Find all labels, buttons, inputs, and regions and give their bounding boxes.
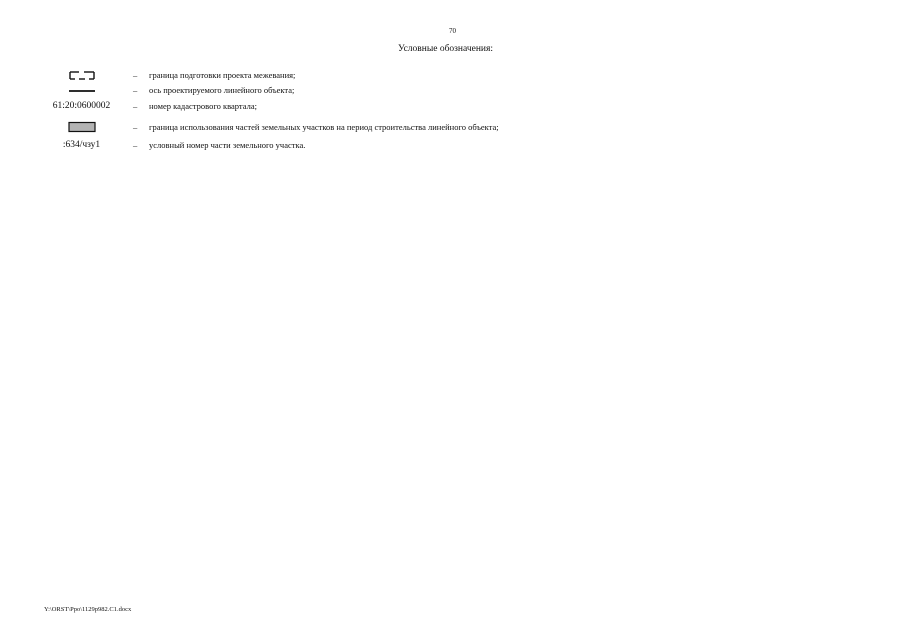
legend-dash: – <box>133 122 138 132</box>
legend-dash: – <box>133 70 138 80</box>
footer-file-path: Y:\ORST\Ppo\1129p982.C1.docx <box>44 606 132 613</box>
legend-description: условный номер части земельного участка. <box>149 140 306 150</box>
legend-item-land-part-number <box>0 138 905 152</box>
legend-description: ось проектируемого линейного объекта; <box>149 85 295 95</box>
cadastral-quarter-number: 61:20:0600002 <box>52 101 111 111</box>
legend-description: номер кадастрового квартала; <box>149 101 257 111</box>
legend-item-land-use-boundary <box>0 120 905 134</box>
legend-item-object-axis <box>0 83 905 97</box>
legend-symbol-cell <box>30 99 133 113</box>
legend-symbol-cell <box>30 120 133 134</box>
legend-item-project-boundary <box>0 68 905 82</box>
legend-description: граница подготовки проекта межевания; <box>149 70 296 80</box>
solid-line-icon <box>67 84 97 96</box>
legend-dash: – <box>133 140 138 150</box>
page-number <box>0 27 905 35</box>
legend-dash: – <box>133 101 138 111</box>
legend-dash: – <box>133 85 138 95</box>
legend-symbol-cell <box>30 68 133 82</box>
filled-gray-rectangle-icon <box>67 121 97 133</box>
legend-item-cadastral-quarter <box>0 99 905 113</box>
legend-symbol-cell <box>30 83 133 97</box>
legend-symbol-cell <box>30 138 133 152</box>
legend-description: граница использования частей земельных участков на период строительства линейного объекта; <box>149 122 499 132</box>
page-number-text: 70 <box>449 27 456 35</box>
land-part-number: :634/чзу1 <box>62 140 101 150</box>
dashed-rectangle-icon <box>67 69 97 81</box>
legend-title: Условные обозначения: <box>398 44 494 54</box>
